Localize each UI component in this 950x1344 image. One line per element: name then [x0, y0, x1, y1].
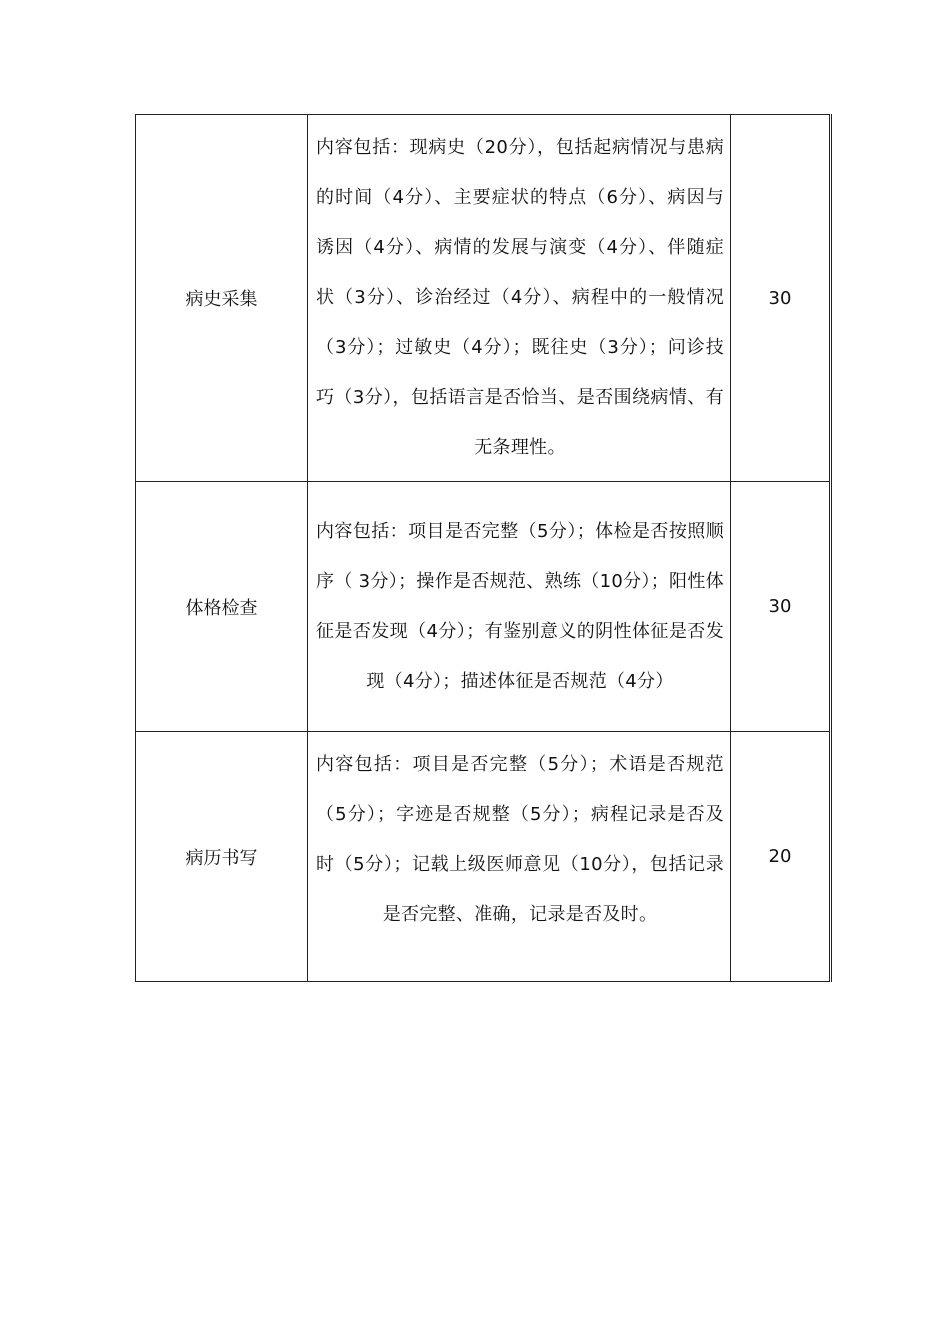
content-cell [308, 115, 731, 482]
item-cell: 病史采集 [136, 115, 308, 482]
content-text: 内容包括：现病史（20分），包括起病情况与患病的时间（4分）、主要症状的特点（6分）、病因与诱因（4分）、病情的发展与演变（4分）、伴随症状（3分）、诊治经过（4分）、病程中的一般情况（3分）；过敏史（4分）；既往史（3分）；问诊技巧（3分），包括语言是否恰当、是否围绕病情、有无条理性。 [316, 137, 724, 458]
content-cell [308, 482, 731, 732]
table-row [136, 115, 831, 482]
score-cell: 30 [731, 115, 831, 482]
content-cell [308, 732, 731, 982]
content-text: 内容包括：项目是否完整（5分）；体检是否按照顺序（ 3分）；操作是否规范、熟练（10分）；阳性体征是否发现（4分）；有鉴别意义的阴性体征是否发现（4分）；描述体征是否规范（4分） [316, 520, 724, 692]
item-cell: 体格检查 [136, 482, 308, 732]
content-text: 内容包括：项目是否完整（5分）；术语是否规范（5分）；字迹是否规整（5分）；病程记录是否及时（5分）；记载上级医师意见（10分），包括记录是否完整、准确，记录是否及时。 [316, 754, 724, 925]
table-row [136, 732, 831, 982]
score-cell: 30 [731, 482, 831, 732]
score-cell: 20 [731, 732, 831, 982]
scoring-table [135, 114, 832, 982]
item-cell: 病历书写 [136, 732, 308, 982]
table-row [136, 482, 831, 732]
